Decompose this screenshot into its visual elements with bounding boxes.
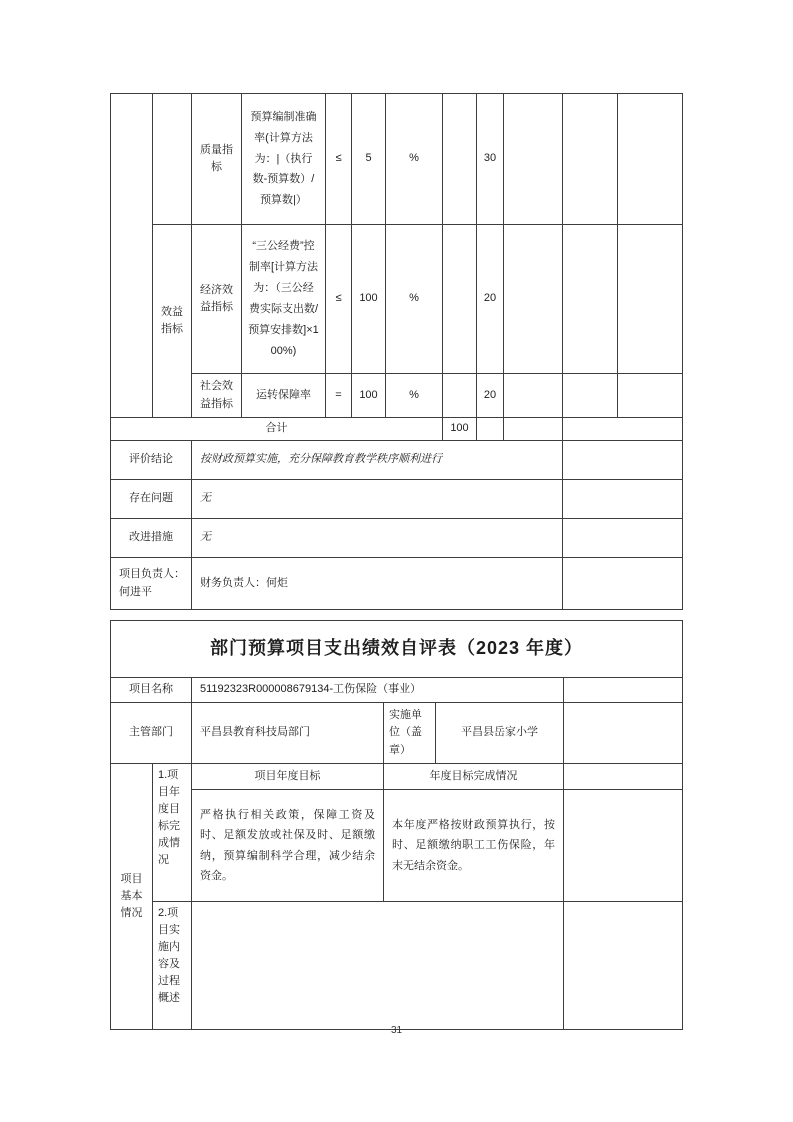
empty-cell [563,225,618,374]
table-title-row [111,621,683,678]
economic-indicator-row [111,225,683,374]
page-number: 31 [390,1025,403,1036]
empty-cell [477,418,504,441]
completion-text-cell: 本年度严格按财政预算执行，按时、足额缴纳职工工伤保险，年末无结余资金。 [384,790,564,902]
indicator-target-cell: 5 [352,94,386,225]
goal-content-row [111,790,683,902]
indicator-op-cell: = [326,374,352,418]
responsible-person-row [111,558,683,610]
impl-unit-value-cell: 平昌县岳家小学 [436,703,564,764]
problems-row [111,480,683,519]
indicator-actual-cell [443,94,477,225]
indicator-score-cell: 20 [477,374,504,418]
empty-cell [504,225,563,374]
completion-header-cell: 年度目标完成情况 [384,764,564,790]
indicator-level3-cell: 经济效益指标 [192,225,242,374]
indicator-name-cell: 预算编制准确率(计算方法为：|（执行数-预算数）/预算数|） [242,94,326,225]
empty-cell [563,418,683,441]
table-title: 部门预算项目支出绩效自评表（2023 年度） [111,621,683,678]
social-indicator-row [111,374,683,418]
improvements-row [111,519,683,558]
indicator-name-cell: 运转保障率 [242,374,326,418]
project-leader-cell: 项目负责人：何进平 [111,558,192,610]
empty-cell [563,374,618,418]
department-value-cell: 平昌县教育科技局部门 [192,703,384,764]
empty-cell [564,902,683,1030]
indicator-level3-cell: 质量指标 [192,94,242,225]
self-evaluation-table [110,620,683,1030]
improvements-label-cell: 改进措施 [111,519,192,558]
goal-header-cell: 项目年度目标 [192,764,384,790]
department-label-cell: 主管部门 [111,703,192,764]
empty-cell [563,441,683,480]
implementation-row [111,902,683,1030]
conclusion-content-cell: 按财政预算实施，充分保障教育教学秩序顺利进行 [192,441,563,480]
empty-cell [618,225,683,374]
problems-label-cell: 存在问题 [111,480,192,519]
empty-cell [504,418,563,441]
quality-indicator-row [111,94,683,225]
indicator-actual-cell [443,374,477,418]
empty-cell [563,558,683,610]
group-empty-cell [153,94,192,225]
indicator-level2-cell: 效益指标 [153,225,192,418]
indicator-unit-cell: % [386,374,443,418]
empty-cell [563,480,683,519]
total-row [111,418,683,441]
project-name-row [111,678,683,703]
indicator-unit-cell: % [386,225,443,374]
total-value-cell: 100 [443,418,477,441]
finance-leader-cell: 财务负责人：何炬 [192,558,563,610]
implementation-content-cell [192,902,564,1030]
empty-cell [504,374,563,418]
indicator-unit-cell: % [386,94,443,225]
indicator-target-cell: 100 [352,374,386,418]
indicator-name-cell: “三公经费”控制率[计算方法为：（三公经费实际支出数/预算安排数]×100%) [242,225,326,374]
project-name-value-cell: 51192323R000008679134-工伤保险（事业） [192,678,564,703]
indicator-level3-cell: 社会效益指标 [192,374,242,418]
indicator-target-cell: 100 [352,225,386,374]
improvements-content-cell: 无 [192,519,563,558]
total-label-cell: 合计 [111,418,443,441]
empty-cell [504,94,563,225]
conclusion-label-cell: 评价结论 [111,441,192,480]
problems-content-cell: 无 [192,480,563,519]
basic-info-header-row [111,764,683,790]
empty-cell [563,94,618,225]
project-name-label-cell: 项目名称 [111,678,192,703]
empty-cell [618,374,683,418]
empty-cell [564,678,683,703]
empty-cell [564,703,683,764]
category-empty-cell [111,94,153,418]
empty-cell [563,519,683,558]
indicator-actual-cell [443,225,477,374]
empty-cell [564,764,683,790]
empty-cell [564,790,683,902]
empty-cell [618,94,683,225]
indicator-score-cell: 30 [477,94,504,225]
indicator-score-cell: 20 [477,225,504,374]
indicator-op-cell: ≤ [326,94,352,225]
section2-label-cell: 2.项目实施内容及过程概述 [153,902,192,1030]
indicator-op-cell: ≤ [326,225,352,374]
indicator-score-table [110,93,683,610]
department-row [111,703,683,764]
impl-unit-label-cell: 实施单位（盖章） [384,703,436,764]
goal-text-cell: 严格执行相关政策，保障工资及时、足额发放或社保及时、足额缴纳，预算编制科学合理，减少结余资金。 [192,790,384,902]
section1-label-cell: 1.项目年度目标完成情况 [153,764,192,902]
basic-info-label-cell: 项目基本情况 [111,764,153,1030]
conclusion-row [111,441,683,480]
